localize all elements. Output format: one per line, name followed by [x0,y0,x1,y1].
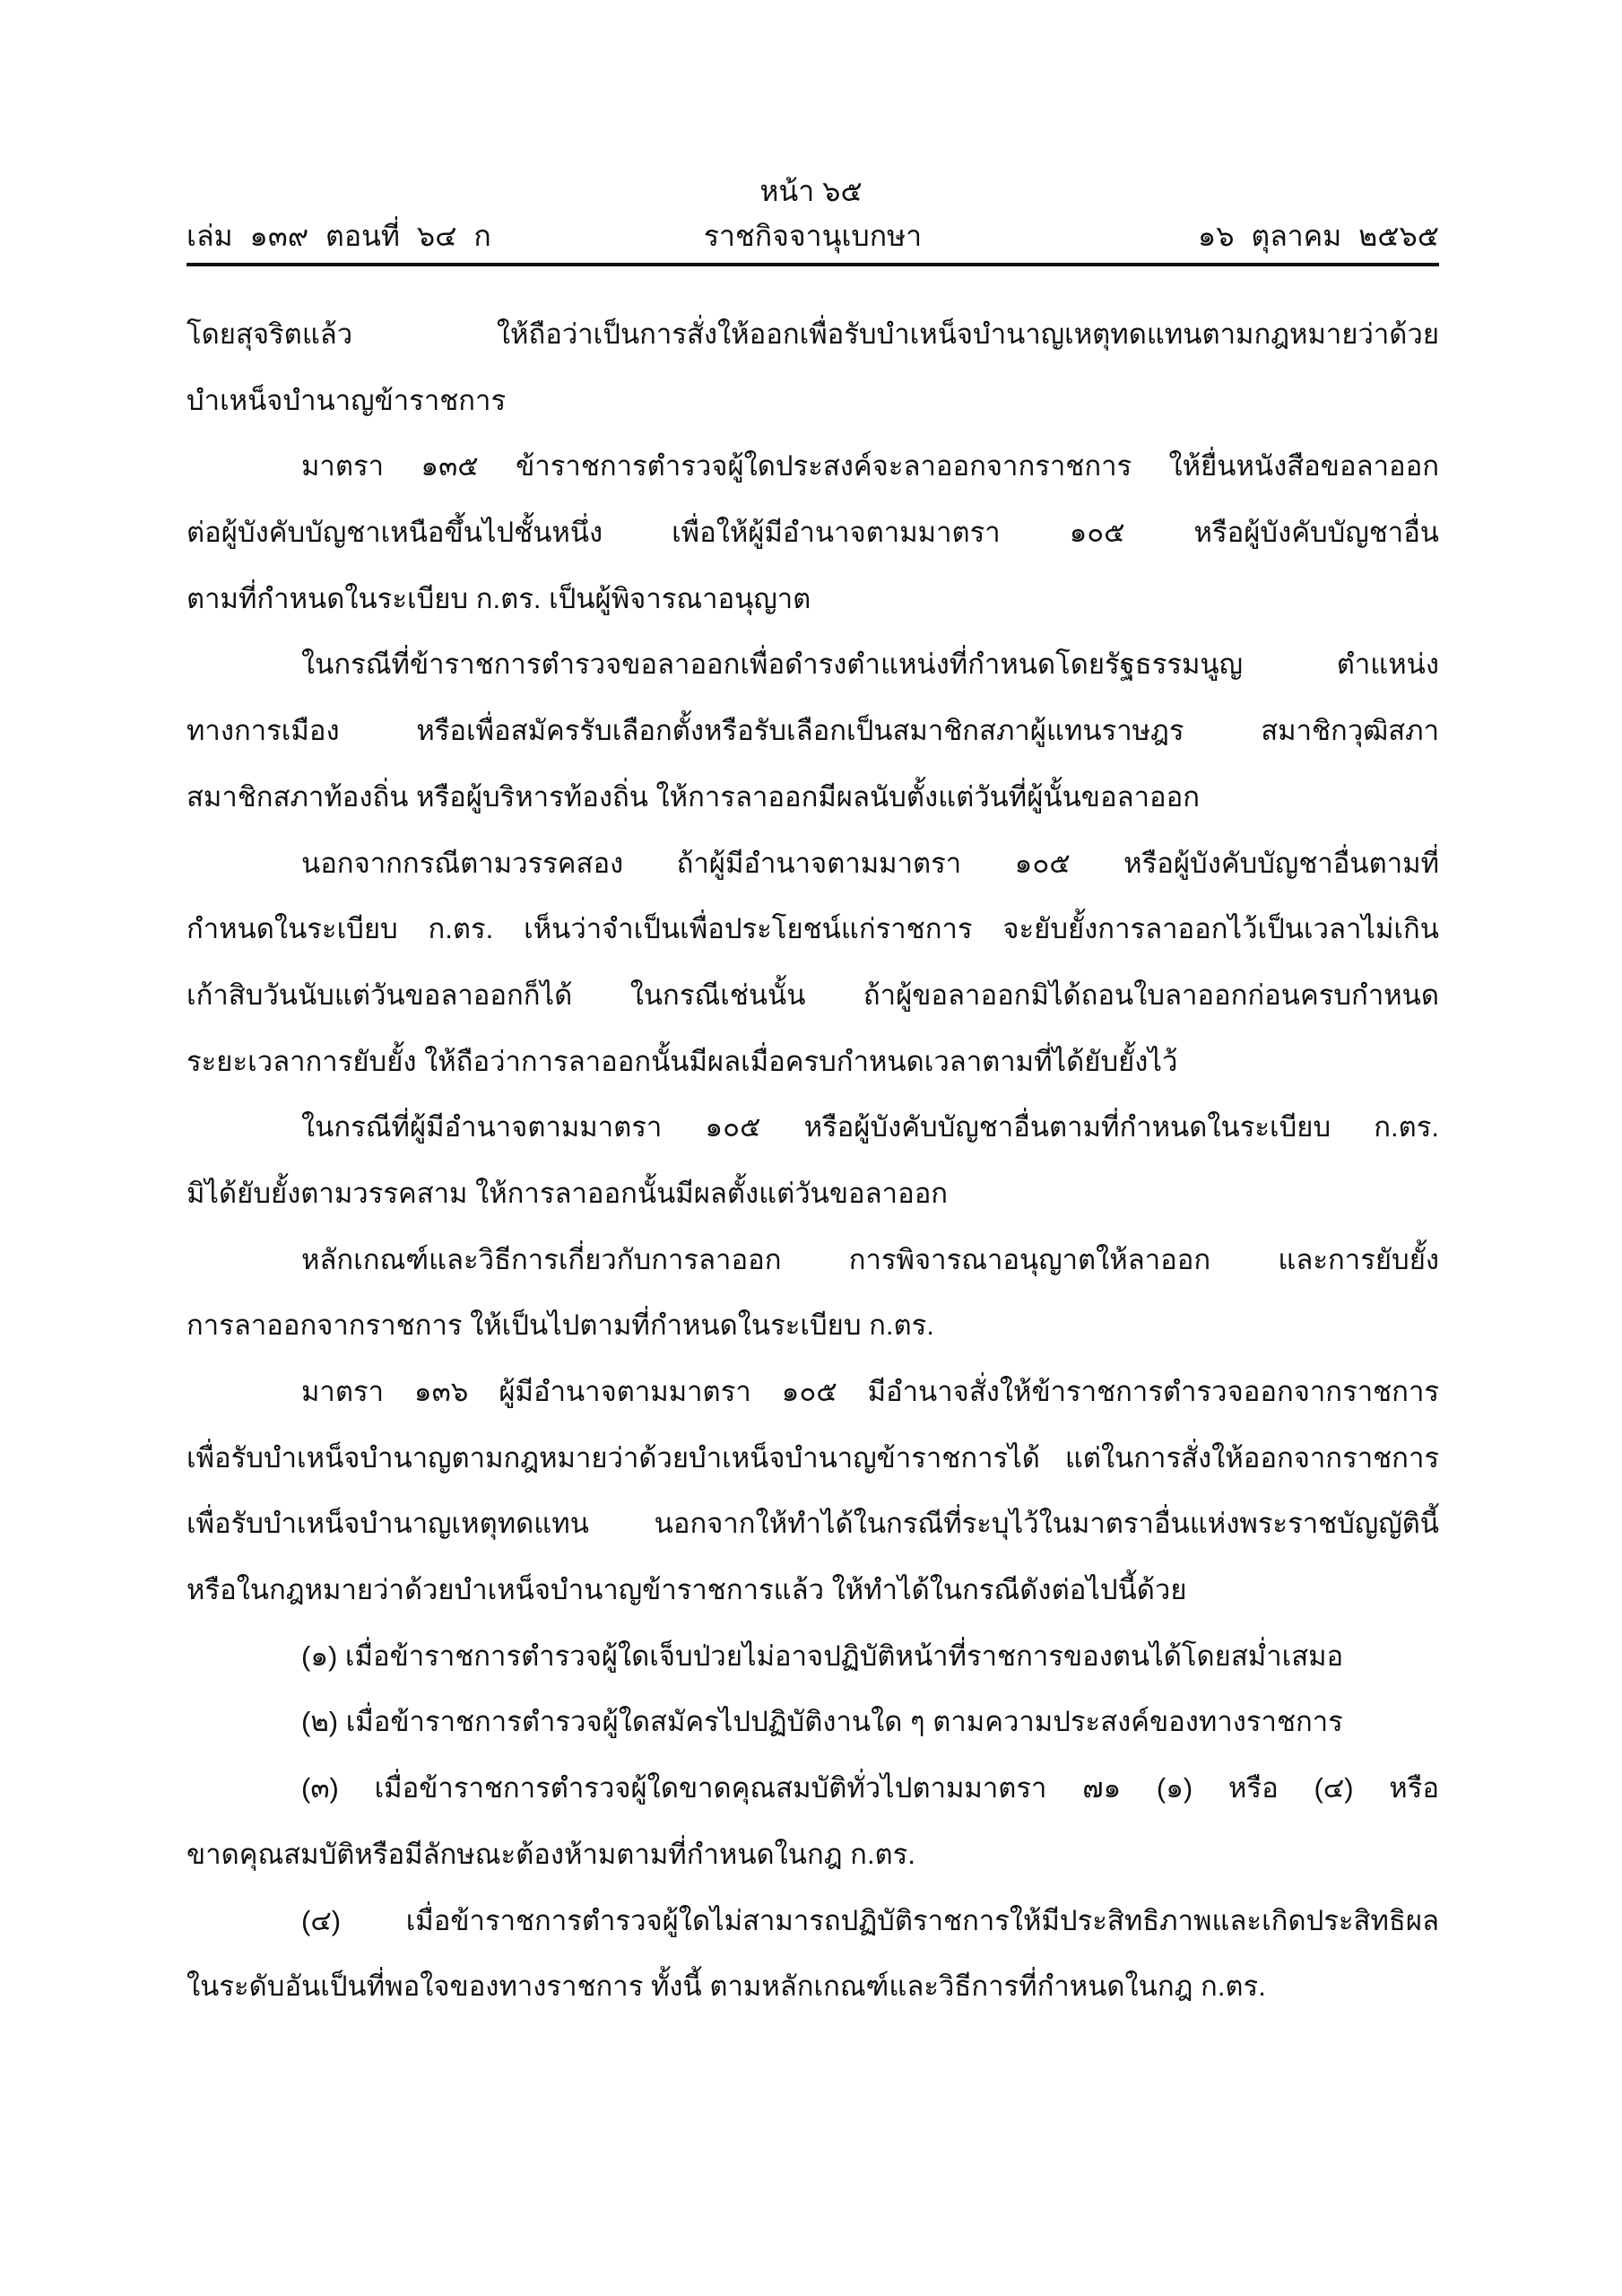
text-line: เก้าสิบวันนับแต่วันขอลาออกก็ได้ ในกรณีเช่นนั้น ถ้าผู้ขอลาออกมิได้ถอนใบลาออกก่อนครบกำหนด [186,978,1439,1011]
list-item-4: (๔) เมื่อข้าราชการตำรวจผู้ใดไม่สามารถปฏิบัติราชการให้มีประสิทธิภาพและเกิดประสิทธิผล [301,1904,1439,1936]
text-line: ทางการเมือง หรือเพื่อสมัครรับเลือกตั้งหรือรับเลือกเป็นสมาชิกสภาผู้แทนราษฎร สมาชิกวุฒิสภา [186,715,1439,747]
text-line: ตามที่กำหนดในระเบียบ ก.ตร. เป็นผู้พิจารณาอนุญาต [186,582,811,614]
document-body [186,301,1439,2020]
text-line: สมาชิกสภาท้องถิ่น หรือผู้บริหารท้องถิ่น ให้การลาออกมีผลนับตั้งแต่วันที่ผู้นั้นขอลาออก [186,780,1201,813]
list-item-3: (๓) เมื่อข้าราชการตำรวจผู้ใดขาดคุณสมบัติทั่วไปตามมาตรา ๗๑ (๑) หรือ (๔) หรือ [301,1772,1439,1805]
text-line: ระยะเวลาการยับยั้ง ให้ถือว่าการลาออกนั้นมีผลเมื่อครบกำหนดเวลาตามที่ได้ยับยั้งไว้ [186,1045,1178,1077]
text-line: เพื่อรับบำเหน็จบำนาญตามกฎหมายว่าด้วยบำเหน็จบำนาญข้าราชการได้ แต่ในการสั่งให้ออกจากราชการ [186,1441,1439,1474]
publication-date: ๑๖ ตุลาคม ๒๕๖๕ [1197,220,1439,252]
text-line: เพื่อรับบำเหน็จบำนาญเหตุทดแทน นอกจากให้ทำได้ในกรณีที่ระบุไว้ในมาตราอื่นแห่งพระราชบัญญัตินี้ [186,1508,1439,1540]
text-line: บำเหน็จบำนาญข้าราชการ [186,384,507,416]
paragraph-start: ในกรณีที่ผู้มีอำนาจตามมาตรา ๑๐๕ หรือผู้บังคับบัญชาอื่นตามที่กำหนดในระเบียบ ก.ตร. [301,1111,1439,1144]
paragraph-start: หลักเกณฑ์และวิธีการเกี่ยวกับการลาออก การพิจารณาอนุญาตให้ลาออก และการยับยั้ง [301,1243,1439,1275]
list-item-1: (๑) เมื่อข้าราชการตำรวจผู้ใดเจ็บป่วยไม่อาจปฏิบัติหน้าที่ราชการของตนได้โดยสม่ำเสมอ [301,1639,1344,1672]
text-line: หรือในกฎหมายว่าด้วยบำเหน็จบำนาญข้าราชการแล้ว ให้ทำได้ในกรณีดังต่อไปนี้ด้วย [186,1574,1187,1606]
header-divider [186,263,1439,266]
text-line: ต่อผู้บังคับบัญชาเหนือขึ้นไปชั้นหนึ่ง เพื่อให้ผู้มีอำนาจตามมาตรา ๑๐๕ หรือผู้บังคับบัญชาอื่น [186,517,1439,549]
section-135-start: มาตรา ๑๓๕ ข้าราชการตำรวจผู้ใดประสงค์จะลาออกจากราชการ ให้ยื่นหนังสือขอลาออก [301,450,1439,483]
publication-title: ราชกิจจานุเบกษา [703,220,923,252]
paragraph-start: นอกจากกรณีตามวรรคสอง ถ้าผู้มีอำนาจตามมาตรา ๑๐๕ หรือผู้บังคับบัญชาอื่นตามที่ [301,847,1439,879]
paragraph-start: ในกรณีที่ข้าราชการตำรวจขอลาออกเพื่อดำรงตำแหน่งที่กำหนดโดยรัฐธรรมนูญ ตำแหน่ง [301,648,1439,681]
text-line: กำหนดในระเบียบ ก.ตร. เห็นว่าจำเป็นเพื่อประโยชน์แก่ราชการ จะยับยั้งการลาออกไว้เป็นเวลาไม่เกิน [186,913,1439,945]
gazette-header [186,213,1439,257]
list-item-2: (๒) เมื่อข้าราชการตำรวจผู้ใดสมัครไปปฏิบัติงานใด ๆ ตามความประสงค์ของทางราชการ [301,1706,1343,1738]
page-number: หน้า ๖๕ [759,175,863,207]
volume-issue: เล่ม ๑๓๙ ตอนที่ ๖๔ ก [186,220,491,252]
text-line: การลาออกจากราชการ ให้เป็นไปตามที่กำหนดในระเบียบ ก.ตร. [186,1309,934,1342]
text-line: ขาดคุณสมบัติหรือมีลักษณะต้องห้ามตามที่กำหนดในกฎ ก.ตร. [186,1838,915,1870]
text-line: ในระดับอันเป็นที่พอใจของทางราชการ ทั้งนี้ ตามหลักเกณฑ์และวิธีการที่กำหนดในกฎ ก.ตร. [186,1970,1266,2003]
text-line: มิได้ยับยั้งตามวรรคสาม ให้การลาออกนั้นมีผลตั้งแต่วันขอลาออก [186,1177,949,1209]
text-line: โดยสุจริตแล้ว ให้ถือว่าเป็นการสั่งให้ออกเพื่อรับบำเหน็จบำนาญเหตุทดแทนตามกฎหมายว่าด้วย [186,318,1439,350]
section-136-start: มาตรา ๑๓๖ ผู้มีอำนาจตามมาตรา ๑๐๕ มีอำนาจสั่งให้ข้าราชการตำรวจออกจากราชการ [301,1376,1439,1407]
